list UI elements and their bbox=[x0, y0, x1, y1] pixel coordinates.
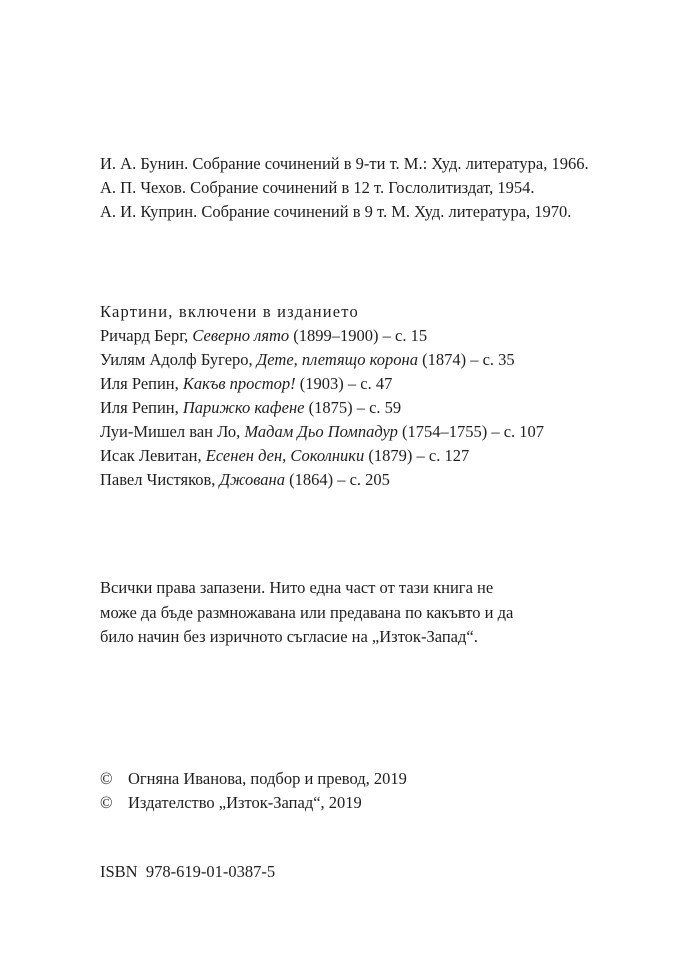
paintings-heading: Картини, включени в изданието bbox=[100, 302, 359, 321]
painting-title: Есенен ден, Соколники bbox=[205, 446, 365, 465]
painting-details: (1899–1900) – с. 15 bbox=[289, 326, 428, 345]
source-entry: А. И. Куприн. Собрание сочинений в 9 т. М. Худ. литература, 1970. bbox=[100, 202, 572, 221]
painting-title: Джована bbox=[219, 470, 285, 489]
painting-entry bbox=[100, 420, 620, 444]
painting-artist: Исак Левитан, bbox=[100, 446, 206, 465]
painting-entry bbox=[100, 468, 620, 492]
painting-details: (1754–1755) – с. 107 bbox=[397, 422, 545, 441]
painting-title: Парижко кафене bbox=[182, 398, 305, 417]
copyright-symbol: © bbox=[100, 793, 113, 812]
rights-notice bbox=[100, 576, 620, 650]
copyright-entry bbox=[100, 791, 620, 815]
painting-artist: Иля Репин, bbox=[100, 398, 183, 417]
rights-notice-line: било начин без изричното съгласие на „Изток-Запад“. bbox=[100, 627, 478, 646]
copyright-entry bbox=[100, 767, 620, 791]
painting-details: (1874) – с. 35 bbox=[417, 350, 515, 369]
copyright-symbol: © bbox=[100, 769, 113, 788]
painting-title: Дете, плетящо корона bbox=[256, 350, 418, 369]
painting-entry bbox=[100, 444, 620, 468]
isbn-number: ISBN 978-619-01-0387-5 bbox=[100, 862, 276, 881]
painting-entry bbox=[100, 396, 620, 420]
rights-notice-line: може да бъде размножавана или предавана по какъвто и да bbox=[100, 602, 514, 622]
painting-artist: Ричард Берг, bbox=[100, 326, 193, 345]
painting-entry bbox=[100, 372, 620, 396]
painting-artist: Павел Чистяков, bbox=[100, 470, 220, 489]
rights-notice-line: Всички права запазени. Нито една част от тази книга не bbox=[100, 578, 494, 597]
painting-artist: Уилям Адолф Бугеро, bbox=[100, 350, 257, 369]
sources-list bbox=[100, 152, 620, 224]
painting-title: Северно лято bbox=[192, 326, 290, 345]
painting-artist: Иля Репин, bbox=[100, 374, 183, 393]
painting-title: Мадам Дьо Помпадур bbox=[244, 422, 398, 441]
copyright-text: Огняна Иванова, подбор и превод, 2019 bbox=[128, 769, 407, 788]
painting-entry bbox=[100, 348, 620, 372]
paintings-list bbox=[100, 300, 620, 492]
painting-details: (1864) – с. 205 bbox=[284, 470, 390, 489]
painting-entry bbox=[100, 324, 620, 348]
painting-details: (1903) – с. 47 bbox=[295, 374, 393, 393]
painting-details: (1875) – с. 59 bbox=[304, 398, 402, 417]
isbn bbox=[100, 860, 620, 884]
copyright-list bbox=[100, 767, 620, 815]
painting-title: Какъв простор! bbox=[182, 374, 296, 393]
source-entry: А. П. Чехов. Собрание сочинений в 12 т. Гослолитиздат, 1954. bbox=[100, 178, 535, 197]
source-entry: И. А. Бунин. Собрание сочинений в 9-ти т. М.: Худ. литература, 1966. bbox=[100, 154, 589, 173]
painting-artist: Луи-Мишел ван Ло, bbox=[100, 422, 245, 441]
copyright-text: Издателство „Изток-Запад“, 2019 bbox=[128, 793, 362, 812]
painting-details: (1879) – с. 127 bbox=[364, 446, 470, 465]
